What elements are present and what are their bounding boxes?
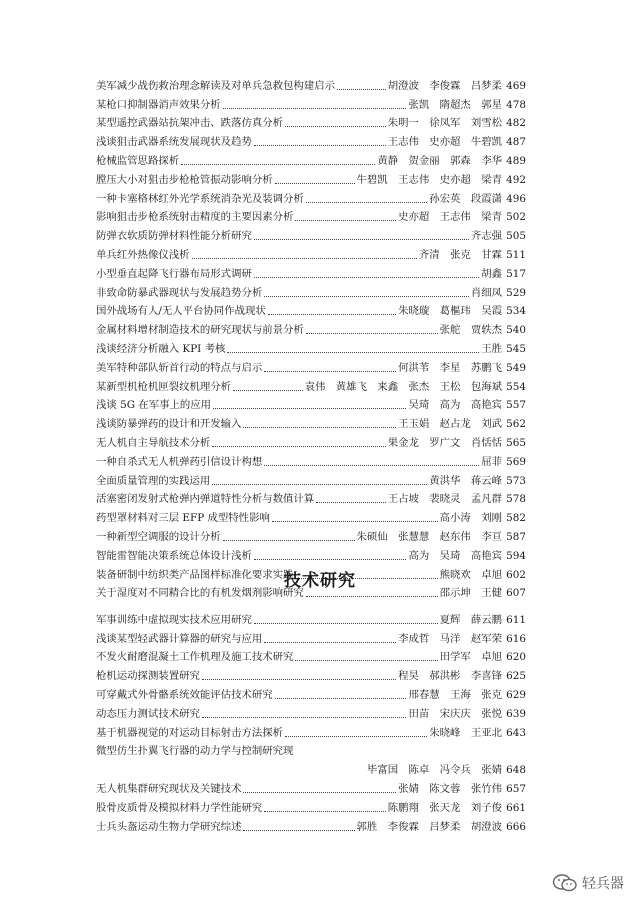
entry-page: 611 [506,613,526,626]
dot-leader [285,735,427,737]
entry-page: 625 [506,670,526,683]
entry-page: 534 [506,305,526,318]
toc-entry[interactable] [96,544,526,563]
entry-authors: 王志伟 史亦超 牛碧凯 [387,136,502,149]
entry-title: 可穿戴式外骨骼系统效能评估技术研究 [96,688,273,701]
entry-page: 554 [506,380,526,393]
entry-title: 单兵红外热像仪浅析 [96,248,190,261]
toc-entry[interactable] [96,337,526,356]
entry-authors: 袁伟 黄雄飞 来鑫 张杰 王松 包海斌 [304,380,502,393]
dot-leader [268,313,396,315]
toc-entry[interactable] [96,469,526,488]
watermark-text: 轻兵器 [582,876,624,892]
dot-leader [212,483,427,485]
entry-authors: 李成哲 马洋 赵军荣 [398,632,502,645]
entry-authors: 吴琦 高为 高艳宾 [408,399,502,412]
dot-leader [264,370,396,372]
dot-leader [243,791,396,793]
toc-entry[interactable] [96,281,526,300]
dot-leader [254,238,469,240]
entry-page: 629 [506,688,526,701]
dot-leader [212,445,385,447]
entry-authors: 张婧 陈文蓉 张竹伟 [398,782,502,795]
entry-title: 膛压大小对狙击步枪枪管振动影响分析 [96,173,273,186]
dot-leader [223,539,355,541]
entry-page: 478 [506,98,526,111]
entry-page: 578 [506,493,526,506]
entry-authors: 史亦超 王志伟 梁青 [398,211,502,224]
entry-authors: 高为 吴琦 高艳宾 [408,549,502,562]
toc-list-tech-continued [96,777,526,833]
entry-authors: 何洪苇 李星 苏鹏飞 [398,361,502,374]
toc-entry[interactable] [96,646,526,665]
dot-leader [181,163,375,165]
toc-entry[interactable] [96,488,526,507]
entry-page: 545 [506,342,526,355]
watermark [552,873,624,893]
entry-authors: 齐志强 [470,230,502,243]
entry-title: 关于湿度对不同精合比的有机发烟剂影响研究 [96,587,304,600]
entry-page: 639 [506,707,526,720]
entry-title: 国外战场有人/无人平台协同作战现状 [96,305,266,318]
toc-entry[interactable] [96,777,526,796]
entry-title: 士兵头盔运动生物力学研究综述 [96,820,242,833]
dot-leader [192,257,417,259]
toc-entry[interactable] [96,664,526,683]
entry-authors: 黄静 贺金丽 郭森 李华 [377,154,502,167]
dot-leader [275,697,407,699]
dot-leader [227,351,479,353]
entry-page: 511 [506,248,526,261]
dot-leader [264,464,479,466]
toc-entry[interactable] [96,74,526,93]
toc-entry[interactable] [96,796,526,815]
entry-title: 无人机集群研究现状及关键技术 [96,782,242,795]
entry-page: 569 [506,455,526,468]
entry-authors: 田苗 宋庆庆 张悦 [408,707,502,720]
entry-authors: 朱晓璇 葛樞玮 吴霞 [398,305,502,318]
toc-entry[interactable] [96,112,526,131]
entry-page: 469 [506,79,526,92]
dot-leader [243,829,354,831]
dot-leader [295,219,396,221]
dot-leader [272,520,438,522]
entry-title: 活塞密闭发射式枪弹内弹道特性分析与数值计算 [96,493,315,506]
entry-authors: 牛碧凯 王志伟 史亦超 梁青 [356,173,502,186]
dot-leader [295,659,437,661]
entry-authors: 果金龙 罗广文 肖恬恬 [387,436,502,449]
toc-entry[interactable] [96,740,526,759]
entry-authors: 夏辉 薛云鹏 [439,613,502,626]
entry-title: 非致命防暴武器现状与发展趋势分析 [96,286,263,299]
toc-entry[interactable] [96,506,526,525]
entry-title: 军事训练中虚拟现实技术应用研究 [96,613,252,626]
entry-authors: 张凯 隋超杰 郭星 [408,98,502,111]
entry-authors: 程昊 郝洪彬 李喜锋 [398,670,502,683]
dot-leader [254,622,438,624]
toc-entry[interactable] [96,450,526,469]
toc-entry[interactable] [96,130,526,149]
entry-authors: 朱硕仙 张慧慧 赵东伟 李亘 [356,530,502,543]
dot-leader [306,595,438,597]
wechat-icon [552,873,578,893]
toc-entry[interactable] [96,187,526,206]
entry-page: 540 [506,324,526,337]
entry-title: 某型遥控武器站抗架冲击、跌落仿真分析 [96,117,284,130]
dot-leader [254,276,479,278]
entry-page: 648 [506,764,526,777]
toc-entry[interactable] [96,149,526,168]
entry-title: 一种卡塞格林红外光学系统消杂光及装调分析 [96,192,304,205]
dot-leader [285,125,386,127]
entry-authors: 王玉娟 赵占龙 刘武 [398,418,502,431]
entry-page: 492 [506,173,526,186]
entry-title: 枪机运动探测装置研究 [96,670,200,683]
dot-leader [213,407,406,409]
toc-entry[interactable] [96,702,526,721]
entry-title: 金属材料增材制造技术的研究现状与前景分析 [96,324,304,337]
entry-title: 某枪口抑制器消声效果分析 [96,98,221,111]
toc-list-tech [96,608,526,758]
entry-authors: 王占坡 裴晓灵 孟凡群 [387,493,502,506]
entry-authors: 毕富国 陈卓 冯令兵 张婧 [366,764,502,777]
entry-authors: 屈菲 [481,455,502,468]
entry-authors: 田学军 卓旭 [439,651,502,664]
toc-entry[interactable] [96,815,526,834]
toc-entry[interactable] [96,206,526,225]
entry-page: 562 [506,418,526,431]
entry-title: 浅谈 5G 在军事上的应用 [96,399,212,412]
entry-title: 影响狙击步枪系统射击精度的主要因素分析 [96,211,294,224]
entry-page: 502 [506,211,526,224]
entry-page: 594 [506,549,526,562]
entry-page: 661 [506,801,526,814]
entry-page: 602 [506,568,526,581]
toc-entry-continuation[interactable] [96,758,526,777]
entry-title: 装备研制中纺织类产品图样标准化要求实践 [96,568,294,581]
entry-page: 666 [506,820,526,833]
dot-leader [223,107,407,109]
toc-entry[interactable] [96,93,526,112]
entry-page: 489 [506,154,526,167]
toc-entry[interactable] [96,412,526,431]
entry-title: 浅谈狙击武器系统发展现状及趋势 [96,136,252,149]
entry-title: 一种新型空调服的设计分析 [96,530,221,543]
dot-leader [254,558,407,560]
toc-entry[interactable] [96,318,526,337]
entry-page: 616 [506,632,526,645]
entry-page: 529 [506,286,526,299]
entry-authors: 朱晓峰 王亚北 [429,726,502,739]
toc-entry[interactable] [96,243,526,262]
entry-authors: 郭胜 李俊霖 吕梦柔 胡澄波 [356,820,502,833]
entry-authors: 邵示坤 王健 [439,587,502,600]
dot-leader [316,501,386,503]
entry-page: 565 [506,436,526,449]
dot-leader [202,678,396,680]
entry-page: 549 [506,361,526,374]
entry-title: 防弹衣软质防弹材料性能分析研究 [96,230,252,243]
entry-page: 496 [506,192,526,205]
dot-leader [306,332,438,334]
entry-title: 微型仿生扑翼飞行器的动力学与控制研究现 [96,745,294,758]
entry-title: 枪械监管思路探析 [96,154,180,167]
entry-page: 487 [506,136,526,149]
toc-entry[interactable] [96,431,526,450]
toc-entry[interactable] [96,525,526,544]
entry-page: 517 [506,267,526,280]
entry-authors: 张舵 贾轶杰 [439,324,502,337]
section-heading: 技术研究 [284,571,356,591]
entry-authors: 齐清 张克 甘霖 [418,248,502,261]
entry-page: 587 [506,530,526,543]
entry-title: 一种自杀式无人机弹药引信设计构想 [96,455,263,468]
entry-title: 不发火耐磨混凝土工作机理及施工技术研究 [96,651,294,664]
entry-title: 动态压力测试技术研究 [96,707,200,720]
entry-page: 557 [506,399,526,412]
dot-leader [264,641,396,643]
entry-title: 小型垂直起降飞行器布局形式调研 [96,267,252,280]
entry-page: 482 [506,117,526,130]
entry-authors: 王胜 [481,342,502,355]
entry-authors: 孙宏英 段霞潇 [429,192,502,205]
entry-page: 620 [506,651,526,664]
dot-leader [275,182,355,184]
entry-authors: 熊晓欢 卓旭 [439,568,502,581]
entry-page: 505 [506,230,526,243]
entry-authors: 朱明一 徐凤军 刘雪松 [387,117,502,130]
entry-page: 573 [506,474,526,487]
entry-title: 浅谈防暴弹药的设计和开发输入 [96,418,242,431]
entry-authors: 陈鹏翔 张天龙 刘子俊 [387,801,502,814]
entry-title: 全面质量管理的实践运用 [96,474,211,487]
entry-title: 美军特种部队斩首行动的特点与启示 [96,361,263,374]
entry-authors: 肖细凤 [470,286,502,299]
toc-entry[interactable] [96,375,526,394]
toc-entry[interactable] [96,721,526,740]
toc-entry[interactable] [96,168,526,187]
toc-entry[interactable] [96,683,526,702]
dot-leader [243,426,396,428]
dot-leader [337,88,386,90]
toc-entry[interactable] [96,224,526,243]
entry-authors: 黄洪华 蒋云峰 [429,474,502,487]
dot-leader [254,144,386,146]
dot-leader [233,389,303,391]
entry-page: 582 [506,512,526,525]
entry-title: 浅谈某型轻武器计算器的研究与应用 [96,632,263,645]
entry-page: 607 [506,587,526,600]
toc-entry[interactable] [96,394,526,413]
toc-entry[interactable] [96,356,526,375]
entry-authors: 胡澄波 李俊霖 吕梦柔 [387,79,502,92]
toc-entry[interactable] [96,627,526,646]
entry-title: 股骨皮质骨及模拟材料力学性能研究 [96,801,263,814]
entry-title: 浅谈经济分析融入 KPI 考核 [96,342,226,355]
dot-leader [264,810,385,812]
dot-leader [306,201,427,203]
dot-leader [264,295,469,297]
entry-title: 智能雷智能决策系统总体设计浅析 [96,549,252,562]
entry-title: 基于机器视觉的对运动目标射击方法探析 [96,726,284,739]
entry-title: 药型罩材料对三层 EFP 成型特性影响 [96,512,270,525]
entry-title: 无人机自主导航技术分析 [96,436,211,449]
toc-block-research [96,74,526,600]
entry-title: 某新型机枪机匣裂纹机理分析 [96,380,232,393]
dot-leader [202,716,407,718]
entry-authors: 胡鑫 [481,267,502,280]
toc-block-tech-research [96,608,526,834]
entry-authors: 高小涛 刘刚 [439,512,502,525]
entry-page: 657 [506,782,526,795]
toc-entry[interactable] [96,608,526,627]
toc-entry[interactable] [96,300,526,319]
entry-page: 643 [506,726,526,739]
entry-authors: 邢春慧 王海 张克 [408,688,502,701]
toc-entry[interactable] [96,262,526,281]
entry-title: 美军减少战伤救治理念解读及对单兵急救包构建启示 [96,79,335,92]
